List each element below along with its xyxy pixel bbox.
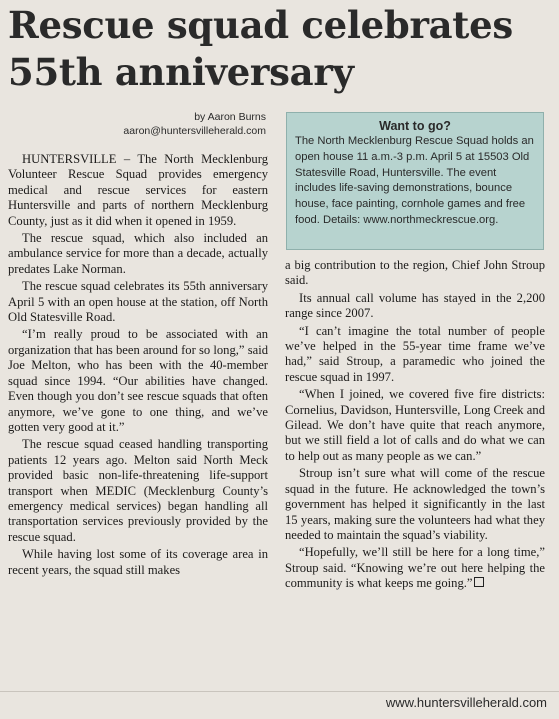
paragraph: “When I joined, we covered five fire districts: Cornelius, Davidson, Huntersville, Long Creek and Gilead. We don’t have quite that reach anymore, but we still field a lot of calls and do what we can to help out as many people as we can.” [285,387,545,463]
byline-author: by Aaron Burns [194,111,266,123]
paragraph: While having lost some of its coverage area in recent years, the squad still makes [8,547,268,577]
headline-line-2: 55th anniversary [8,50,354,94]
paragraph: Its annual call volume has stayed in the 2,200 range since 2007. [285,290,545,321]
paragraph: HUNTERSVILLE – The North Mecklenburg Volunteer Rescue Squad provides emergency medical and rescue services for eastern Huntersville and parts of northern Mecklenburg County, just as it did when it opened in 1959. [8,152,268,228]
paragraph-last [285,545,545,591]
article-headline [8,2,553,96]
footer-divider [0,691,559,692]
paragraph: The rescue squad ceased handling transporting patients 12 years ago. Melton said North Meck provided basic non-life-threatening life-support transport when MEDIC (Mecklenburg County’s emergency medical services) began handling all transportation services previously provided by the rescue squad. [8,437,268,544]
paragraph: “I’m really proud to be associated with an organization that has been around for so long,” said Joe Melton, who has been with the 40-member squad since 1994. “Our abilities have changed. Even though you don’t see rescue squads that often anymore, we’ve gone to one thing, and we’ve gotten very good at it.” [8,327,268,434]
paragraph: The rescue squad, which also included an ambulance service for more than a decade, actually predates Lake Norman. [8,231,268,276]
paragraph-continuation: a big contribution to the region, Chief John Stroup said. [285,258,545,288]
sidebar-title: Want to go? [379,119,451,133]
paragraph: Stroup isn’t sure what will come of the rescue squad in the future. He acknowledged the town’s government has helped it significantly in the last 15 years, making sure the volunteers had what they needed to maintain the squad’s viability. [285,466,545,542]
byline-email: aaron@huntersvilleherald.com [123,125,266,137]
headline-line-1: Rescue squad celebrates [8,3,513,47]
paragraph-last-text: “Hopefully, we’ll still be here for a long time,” Stroup said. “Knowing we’re out here helping the community is what keeps me going.” [285,545,545,591]
article-column-2 [285,258,545,594]
end-mark-icon [474,577,484,587]
article-column-1 [8,152,268,580]
footer-website: www.huntersvilleherald.com [385,695,547,710]
sidebar-body: The North Mecklenburg Rescue Squad holds an open house 11 a.m.-3 p.m. April 5 at 15503 Old Statesville Road, Huntersville. The event includes life-saving demonstrations, bounce house, face painting, cornhole games and free food. Details: www.northmeckrescue.org. [295,135,534,226]
byline [94,110,266,138]
paragraph: The rescue squad celebrates its 55th anniversary April 5 with an open house at the station, off North Old Statesville Road. [8,279,268,325]
paragraph: “I can’t imagine the total number of people we’ve helped in the 55-year time frame we’ve had,” said Stroup, a paramedic who joined the rescue squad in 1997. [285,323,545,384]
want-to-go-sidebar [286,112,544,250]
